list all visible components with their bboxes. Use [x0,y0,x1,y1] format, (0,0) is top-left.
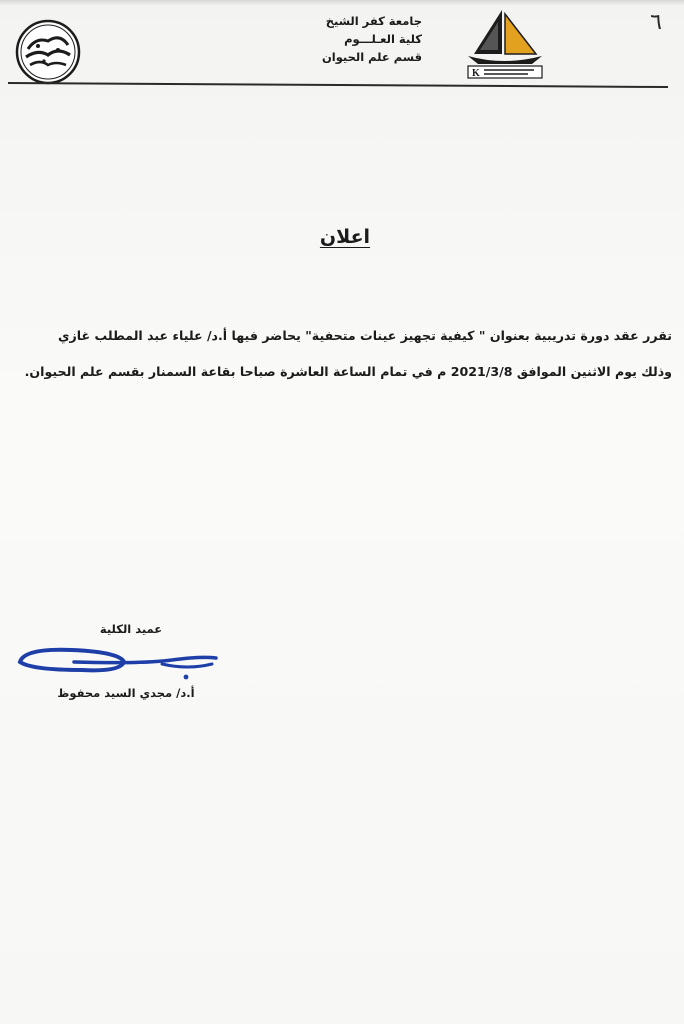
department-name: قسم علم الحيوان [321,50,422,64]
university-name: جامعة كفر الشيخ [325,14,422,28]
announcement-body [18,318,672,390]
header-institution-block [300,12,422,66]
scan-edge-shadow [0,0,684,6]
announcement-line-1: تقرر عقد دورة تدريبية بعنوان " كيفية تجهيز عينات متحفية" يحاضر فيها أ.د/ علياء عبد المطلب غازي [58,328,672,343]
faculty-name: كلية العـلـــوم [344,32,422,46]
announcement-title: اعلان [319,226,371,248]
page-number: ٦ [650,10,662,35]
handwritten-signature-icon [12,640,226,686]
faculty-seal-icon [14,19,82,85]
header-divider [8,82,668,88]
signatory-name: أ.د/ مجدي السيد محفوظ [57,686,195,700]
kafrelsheikh-university-logo-icon [462,8,546,80]
signatory-title: عميد الكلية [99,622,163,636]
announcement-line-2: وذلك يوم الاثنين الموافق 2021/3/8 م في تمام الساعة العاشرة صباحا بقاعة السمنار بقسم علم الحيوان. [24,364,672,379]
svg-text:K: K [472,68,480,79]
